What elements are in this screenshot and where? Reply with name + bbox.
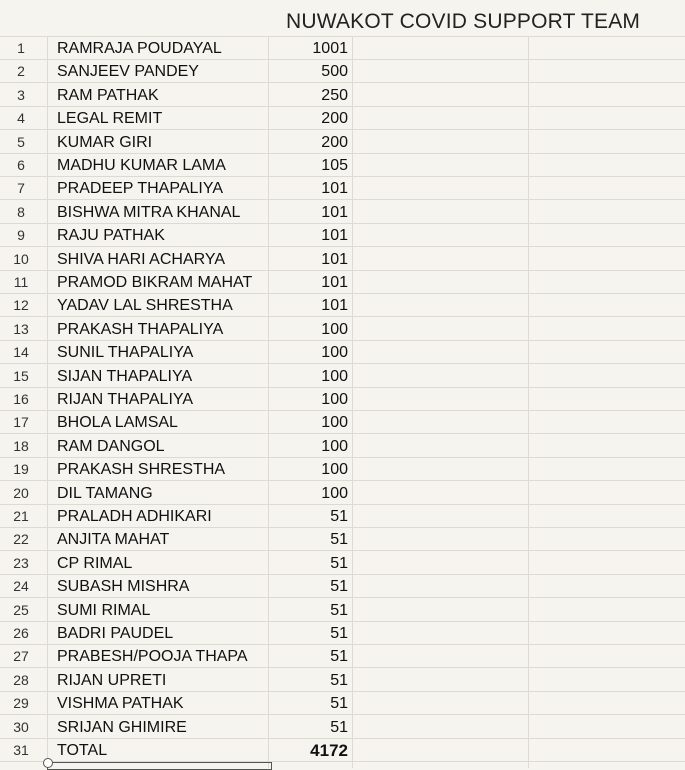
name-cell[interactable]: VISHMA PATHAK: [57, 695, 184, 713]
row-number[interactable]: 16: [13, 391, 29, 407]
table-row[interactable]: [0, 622, 685, 645]
amount-cell[interactable]: 51: [330, 648, 348, 666]
amount-cell[interactable]: 51: [330, 625, 348, 642]
amount-cell[interactable]: 200: [321, 133, 348, 151]
row-number[interactable]: 19: [13, 461, 29, 478]
table-row[interactable]: [0, 131, 685, 154]
amount-cell[interactable]: 100: [321, 391, 348, 408]
table-row[interactable]: [0, 505, 685, 528]
row-number[interactable]: 29: [13, 695, 29, 712]
row-number[interactable]: 1: [17, 40, 25, 56]
name-cell[interactable]: PRAKASH THAPALIYA: [57, 320, 224, 338]
name-cell[interactable]: ANJITA MAHAT: [57, 531, 170, 549]
amount-cell[interactable]: 500: [321, 63, 348, 81]
name-cell[interactable]: PRALADH ADHIKARI: [57, 508, 212, 525]
table-row[interactable]: [0, 458, 685, 481]
row-number[interactable]: 4: [17, 110, 25, 127]
table-row[interactable]: [0, 201, 685, 224]
selection-handle[interactable]: [43, 758, 53, 768]
row-number[interactable]: 10: [13, 250, 29, 267]
table-row[interactable]: [0, 294, 685, 317]
amount-cell[interactable]: 51: [330, 508, 348, 525]
row-number[interactable]: 6: [17, 157, 25, 173]
row-number[interactable]: 15: [13, 367, 29, 384]
table-row[interactable]: [0, 154, 685, 177]
amount-cell[interactable]: 100: [321, 414, 348, 432]
amount-cell[interactable]: 100: [321, 367, 348, 385]
row-number[interactable]: 28: [13, 671, 29, 688]
amount-cell[interactable]: 200: [321, 110, 348, 128]
row-number[interactable]: 2: [17, 63, 25, 80]
name-cell[interactable]: RAM DANGOL: [57, 437, 165, 455]
amount-cell[interactable]: 101: [321, 274, 348, 291]
table-row[interactable]: [0, 248, 685, 271]
row-number[interactable]: 23: [13, 554, 29, 571]
amount-cell[interactable]: 100: [321, 484, 348, 502]
row-number[interactable]: 26: [13, 625, 29, 641]
row-number[interactable]: 3: [17, 86, 25, 103]
table-row[interactable]: [0, 552, 685, 575]
name-cell[interactable]: YADAV LAL SHRESTHA: [57, 297, 233, 315]
name-cell[interactable]: SUBASH MISHRA: [57, 578, 190, 596]
table-row[interactable]: [0, 388, 685, 411]
table-row[interactable]: [0, 177, 685, 200]
name-cell[interactable]: SHIVA HARI ACHARYA: [57, 250, 226, 268]
amount-cell[interactable]: 250: [321, 86, 348, 104]
amount-cell[interactable]: 100: [321, 461, 348, 479]
amount-cell[interactable]: 101: [321, 297, 348, 315]
table-row[interactable]: [0, 318, 685, 341]
name-cell[interactable]: MADHU KUMAR LAMA: [57, 157, 226, 174]
row-number[interactable]: 22: [13, 531, 29, 548]
table-row[interactable]: [0, 599, 685, 622]
name-cell[interactable]: DIL TAMANG: [57, 484, 153, 502]
amount-cell[interactable]: 51: [330, 554, 348, 572]
table-row[interactable]: [0, 271, 685, 294]
name-cell[interactable]: RAMRAJA POUDAYAL: [57, 40, 222, 57]
amount-cell[interactable]: 51: [330, 671, 348, 689]
table-row[interactable]: [0, 528, 685, 551]
row-number[interactable]: 14: [13, 344, 29, 361]
name-cell[interactable]: PRAKASH SHRESTHA: [57, 461, 226, 479]
name-cell[interactable]: KUMAR GIRI: [57, 133, 153, 151]
table-row[interactable]: [0, 107, 685, 130]
table-row[interactable]: [0, 365, 685, 388]
name-cell[interactable]: SUNIL THAPALIYA: [57, 344, 194, 362]
row-number[interactable]: 5: [17, 133, 25, 150]
row-number[interactable]: 20: [13, 484, 29, 501]
name-cell[interactable]: SUMI RIMAL: [57, 601, 151, 619]
amount-cell[interactable]: 51: [330, 718, 348, 736]
amount-cell[interactable]: 51: [330, 601, 348, 619]
name-cell[interactable]: LEGAL REMIT: [57, 110, 163, 128]
name-cell[interactable]: SIJAN THAPALIYA: [57, 367, 193, 385]
amount-cell[interactable]: 101: [321, 227, 348, 245]
amount-cell[interactable]: 100: [321, 320, 348, 338]
sheet-title-cell[interactable]: NUWAKOT COVID SUPPORT TEAM: [286, 10, 641, 33]
row-number[interactable]: 31: [13, 742, 29, 758]
amount-cell[interactable]: 51: [330, 695, 348, 713]
row-number[interactable]: 18: [13, 437, 29, 454]
amount-cell[interactable]: 101: [321, 250, 348, 268]
name-cell[interactable]: RIJAN THAPALIYA: [57, 391, 194, 408]
table-row[interactable]: [0, 716, 685, 739]
amount-cell[interactable]: 100: [321, 437, 348, 455]
table-row[interactable]: [0, 60, 685, 83]
name-cell[interactable]: SRIJAN GHIMIRE: [57, 718, 187, 736]
table-row[interactable]: [0, 482, 685, 505]
selection-box[interactable]: [47, 762, 272, 770]
title-row: [0, 0, 685, 38]
name-cell[interactable]: SANJEEV PANDEY: [57, 63, 199, 81]
row-number[interactable]: 11: [13, 274, 29, 290]
table-row[interactable]: [0, 411, 685, 434]
amount-cell[interactable]: 101: [321, 180, 348, 198]
row-number[interactable]: 27: [13, 648, 29, 665]
table-row[interactable]: [0, 645, 685, 668]
name-cell[interactable]: PRABESH/POOJA THAPA: [57, 648, 248, 666]
amount-cell[interactable]: 51: [330, 531, 348, 549]
row-number[interactable]: 24: [13, 578, 29, 595]
total-row[interactable]: [0, 739, 685, 762]
table-row[interactable]: [0, 37, 685, 60]
amount-cell[interactable]: 100: [321, 344, 348, 362]
row-number[interactable]: 9: [17, 227, 25, 244]
row-number[interactable]: 7: [17, 180, 25, 197]
amount-cell[interactable]: 105: [321, 157, 348, 174]
name-cell[interactable]: BADRI PAUDEL: [57, 625, 174, 642]
name-cell[interactable]: RIJAN UPRETI: [57, 671, 167, 689]
total-label-cell[interactable]: TOTAL: [57, 742, 108, 759]
row-number[interactable]: 17: [13, 414, 29, 431]
row-number[interactable]: 30: [13, 718, 29, 735]
row-number[interactable]: 8: [17, 203, 25, 220]
amount-cell[interactable]: 51: [330, 578, 348, 596]
table-row[interactable]: [0, 435, 685, 458]
name-cell[interactable]: CP RIMAL: [57, 554, 133, 572]
table-row[interactable]: [0, 341, 685, 364]
name-cell[interactable]: RAJU PATHAK: [57, 227, 165, 245]
row-number[interactable]: 21: [13, 508, 29, 524]
name-cell[interactable]: BHOLA LAMSAL: [57, 414, 178, 432]
name-cell[interactable]: PRAMOD BIKRAM MAHAT: [57, 274, 253, 291]
amount-cell[interactable]: 1001: [312, 40, 348, 57]
table-row[interactable]: [0, 692, 685, 715]
name-cell[interactable]: RAM PATHAK: [57, 86, 159, 104]
name-cell[interactable]: BISHWA MITRA KHANAL: [57, 203, 241, 221]
table-row[interactable]: [0, 575, 685, 598]
amount-cell[interactable]: 101: [321, 203, 348, 221]
table-row[interactable]: [0, 84, 685, 107]
table-row[interactable]: [0, 224, 685, 247]
total-value-cell[interactable]: 4172: [310, 741, 348, 760]
row-number[interactable]: 12: [13, 297, 29, 314]
row-number[interactable]: 25: [13, 601, 29, 618]
name-cell[interactable]: PRADEEP THAPALIYA: [57, 180, 223, 198]
row-number[interactable]: 13: [13, 320, 29, 337]
table-row[interactable]: [0, 669, 685, 692]
